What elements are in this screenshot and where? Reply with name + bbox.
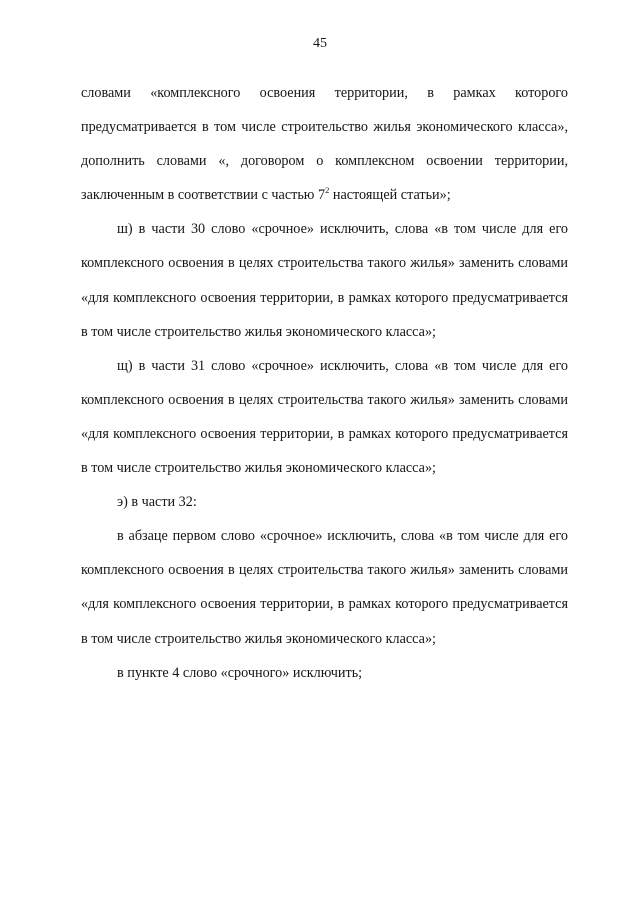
superscript: 2 [325,185,330,196]
paragraph-continuation [81,76,568,212]
paragraph-first-abzats: в абзаце первом слово «срочное» исключить, слова «в том числе для его комплексного освоения в целях строительства такого жилья» заменить словами «для комплексного освоения территории, в рамках которого предусматривается в том числе строительство жилья экономического класса»; [81,528,568,647]
document-body [81,76,568,690]
paragraph-text: словами «комплексного освоения территории, в рамках которого предусматривается в том числе строительство жилья экономического класса», дополнить словами «, договором о комплексном освоении территории, заключенным в соответствии с частью 7 [81,85,568,204]
paragraph-punkt-4: в пункте 4 слово «срочного» исключить; [117,664,363,681]
paragraph-item-sha: ш) в части 30 слово «срочное» исключить, слова «в том числе для его комплексного освоения в целях строительства такого жилья» заменить словами «для комплексного освоения территории, в рамках которого предусматривается в том числе строительство жилья экономического класса»; [81,221,568,340]
paragraph-text-end: настоящей статьи»; [329,187,451,204]
paragraph-item-e: э) в части 32: [117,494,197,511]
paragraph-item-shcha: щ) в части 31 слово «срочное» исключить, слова «в том числе для его комплексного освоения в целях строительства такого жилья» заменить словами «для комплексного освоения территории, в рамках которого предусматривается в том числе строительство жилья экономического класса»; [81,357,568,477]
page-number: 45 [313,36,327,51]
